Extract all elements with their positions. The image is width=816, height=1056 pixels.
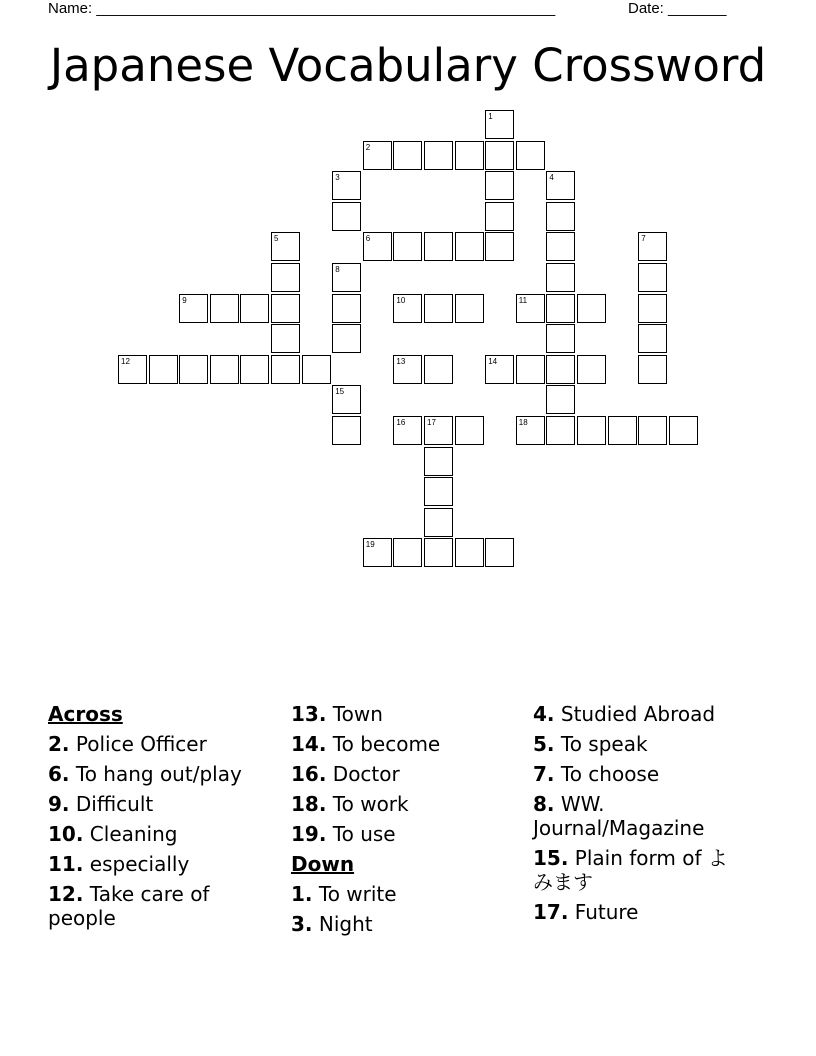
cell-number: 7 xyxy=(641,234,646,244)
clue-down-1 xyxy=(291,882,491,906)
down-heading: Down xyxy=(291,852,355,876)
crossword-cell[interactable] xyxy=(546,171,575,200)
crossword-cell[interactable] xyxy=(546,355,575,384)
clue-text: Police Officer xyxy=(75,732,207,756)
crossword-cell[interactable] xyxy=(424,508,453,537)
crossword-cell[interactable] xyxy=(455,232,484,261)
clue-text: especially xyxy=(89,852,190,876)
crossword-cell[interactable] xyxy=(485,171,514,200)
clue-across-11 xyxy=(48,852,248,876)
clue-down-4 xyxy=(533,702,743,726)
crossword-cell[interactable] xyxy=(179,294,208,323)
cell-number: 16 xyxy=(396,418,406,427)
clue-down-17 xyxy=(533,900,743,924)
cell-number: 6 xyxy=(365,234,371,244)
crossword-cell[interactable] xyxy=(271,355,300,384)
clue-down-5 xyxy=(533,732,743,756)
clue-across-13 xyxy=(291,702,491,726)
clue-across-12 xyxy=(48,882,248,930)
crossword-cell[interactable] xyxy=(546,263,575,292)
crossword-cell[interactable] xyxy=(179,355,208,384)
clue-text: To speak xyxy=(560,732,648,756)
crossword-cell[interactable] xyxy=(424,355,453,384)
crossword-cell[interactable] xyxy=(577,355,606,384)
crossword-cell[interactable] xyxy=(608,416,637,445)
clue-down-15 xyxy=(533,846,743,894)
cell-number: 5 xyxy=(274,234,279,244)
cell-number: 18 xyxy=(518,418,528,427)
crossword-cell[interactable] xyxy=(546,202,575,231)
crossword-cell[interactable] xyxy=(332,416,361,445)
clue-text: To use xyxy=(332,822,396,846)
crossword-cell[interactable] xyxy=(393,355,422,384)
clue-number: 7. xyxy=(533,762,555,786)
crossword-cell[interactable] xyxy=(271,324,300,353)
clue-number: 2. xyxy=(48,732,70,756)
crossword-cell[interactable] xyxy=(546,324,575,353)
clue-text: Night xyxy=(318,912,373,936)
clue-across-16 xyxy=(291,762,491,786)
clue-text: Take care of people xyxy=(48,882,210,930)
crossword-cell[interactable] xyxy=(393,141,422,170)
crossword-cell[interactable] xyxy=(455,141,484,170)
crossword-cell[interactable] xyxy=(638,263,667,292)
clue-text: Cleaning xyxy=(89,822,178,846)
crossword-cell[interactable] xyxy=(424,232,453,261)
clue-number: 19. xyxy=(291,822,327,846)
clue-down-7 xyxy=(533,762,743,786)
cell-number: 2 xyxy=(365,142,371,152)
clue-text: To hang out/play xyxy=(75,762,242,786)
clue-text: To choose xyxy=(560,762,660,786)
clue-number: 17. xyxy=(533,900,569,924)
crossword-cell[interactable] xyxy=(485,232,514,261)
clue-number: 6. xyxy=(48,762,70,786)
cell-number: 12 xyxy=(121,356,130,366)
clue-number: 14. xyxy=(291,732,327,756)
clue-text: Doctor xyxy=(332,762,400,786)
cell-number: 3 xyxy=(335,173,340,183)
clue-text: Difficult xyxy=(75,792,154,816)
clue-across-19 xyxy=(291,822,491,846)
crossword-cell[interactable] xyxy=(393,416,422,445)
clue-text: Town xyxy=(332,702,383,726)
clue-across-14 xyxy=(291,732,491,756)
clue-number: 15. xyxy=(533,846,569,870)
clue-text: To work xyxy=(332,792,409,816)
crossword-cell[interactable] xyxy=(240,294,269,323)
crossword-cell[interactable] xyxy=(118,355,147,384)
clue-text: Future xyxy=(574,900,639,924)
crossword-cell[interactable] xyxy=(455,416,484,445)
clue-number: 10. xyxy=(48,822,84,846)
cell-number: 9 xyxy=(182,295,187,305)
crossword-cell[interactable] xyxy=(577,294,606,323)
crossword-cell[interactable] xyxy=(638,232,667,261)
clue-text: Plain form of よみます xyxy=(533,846,728,894)
crossword-cell[interactable] xyxy=(546,416,575,445)
crossword-cell[interactable] xyxy=(516,355,545,384)
across-heading: Across xyxy=(48,702,123,726)
cell-number: 17 xyxy=(427,418,436,427)
clue-number: 4. xyxy=(533,702,555,726)
clue-text: To become xyxy=(332,732,441,756)
crossword-cell[interactable] xyxy=(424,447,453,476)
crossword-cell[interactable] xyxy=(271,263,300,292)
clue-across-10 xyxy=(48,822,248,846)
crossword-cell[interactable] xyxy=(332,324,361,353)
cell-number: 10 xyxy=(396,295,406,305)
crossword-cell[interactable] xyxy=(332,171,361,200)
clue-text: WW. Journal/Magazine xyxy=(533,792,705,840)
crossword-cell[interactable] xyxy=(424,538,453,567)
crossword-cell[interactable] xyxy=(393,538,422,567)
clue-text: To write xyxy=(318,882,397,906)
crossword-cell[interactable] xyxy=(271,294,300,323)
crossword-cell[interactable] xyxy=(393,294,422,323)
clue-number: 12. xyxy=(48,882,84,906)
crossword-cell[interactable] xyxy=(638,355,667,384)
crossword-cell[interactable] xyxy=(638,294,667,323)
clue-across-18 xyxy=(291,792,491,816)
crossword-cell[interactable] xyxy=(546,385,575,414)
crossword-cell[interactable] xyxy=(240,355,269,384)
crossword-cell[interactable] xyxy=(455,538,484,567)
crossword-cell[interactable] xyxy=(455,294,484,323)
date-field[interactable]: Date: _______ xyxy=(628,0,727,17)
crossword-cell[interactable] xyxy=(516,141,545,170)
cell-number: 14 xyxy=(488,356,498,366)
crossword-cell[interactable] xyxy=(424,141,453,170)
clue-text: Studied Abroad xyxy=(560,702,716,726)
cell-number: 8 xyxy=(335,265,340,274)
crossword-cell[interactable] xyxy=(546,232,575,261)
clue-number: 3. xyxy=(291,912,313,936)
crossword-cell[interactable] xyxy=(424,416,453,445)
crossword-cell[interactable] xyxy=(393,232,422,261)
crossword-cell[interactable] xyxy=(332,294,361,323)
crossword-cell[interactable] xyxy=(638,324,667,353)
crossword-cell[interactable] xyxy=(363,141,392,170)
cell-number: 1 xyxy=(488,112,493,121)
crossword-cell[interactable] xyxy=(302,355,331,384)
crossword-cell[interactable] xyxy=(546,294,575,323)
clue-number: 9. xyxy=(48,792,70,816)
clue-number: 18. xyxy=(291,792,327,816)
crossword-cell[interactable] xyxy=(516,416,545,445)
crossword-cell[interactable] xyxy=(485,141,514,170)
crossword-cell[interactable] xyxy=(485,202,514,231)
crossword-cell[interactable] xyxy=(210,294,239,323)
crossword-cell[interactable] xyxy=(363,538,392,567)
crossword-cell[interactable] xyxy=(669,416,698,445)
clue-number: 11. xyxy=(48,852,84,876)
crossword-cell[interactable] xyxy=(485,110,514,139)
clue-number: 1. xyxy=(291,882,313,906)
clue-number: 5. xyxy=(533,732,555,756)
crossword-cell[interactable] xyxy=(424,294,453,323)
clues-column-1 xyxy=(48,702,248,936)
crossword-cell[interactable] xyxy=(638,416,667,445)
crossword-cell[interactable] xyxy=(271,232,300,261)
clue-number: 8. xyxy=(533,792,555,816)
cell-number: 11 xyxy=(518,295,528,305)
name-field[interactable]: Name: _______________________________________________________ xyxy=(48,0,556,17)
page-title: Japanese Vocabulary Crossword xyxy=(49,39,767,92)
clue-number: 13. xyxy=(291,702,327,726)
cell-number: 4 xyxy=(549,173,554,183)
crossword-cell[interactable] xyxy=(332,385,361,414)
clue-number: 16. xyxy=(291,762,327,786)
crossword-cell[interactable] xyxy=(332,202,361,231)
crossword-cell[interactable] xyxy=(210,355,239,384)
crossword-cell[interactable] xyxy=(577,416,606,445)
clue-down-3 xyxy=(291,912,491,936)
clues-column-3 xyxy=(533,702,743,930)
crossword-cell[interactable] xyxy=(363,232,392,261)
clue-across-9 xyxy=(48,792,248,816)
cell-number: 13 xyxy=(396,356,406,366)
crossword-cell[interactable] xyxy=(424,477,453,506)
crossword-cell[interactable] xyxy=(485,355,514,384)
clue-across-6 xyxy=(48,762,248,786)
cell-number: 15 xyxy=(335,387,345,397)
crossword-cell[interactable] xyxy=(485,538,514,567)
clue-down-8 xyxy=(533,792,743,840)
clue-across-2 xyxy=(48,732,248,756)
cell-number: 19 xyxy=(365,540,375,550)
crossword-cell[interactable] xyxy=(516,294,545,323)
clues-column-2 xyxy=(291,702,491,942)
crossword-cell[interactable] xyxy=(149,355,178,384)
crossword-cell[interactable] xyxy=(332,263,361,292)
